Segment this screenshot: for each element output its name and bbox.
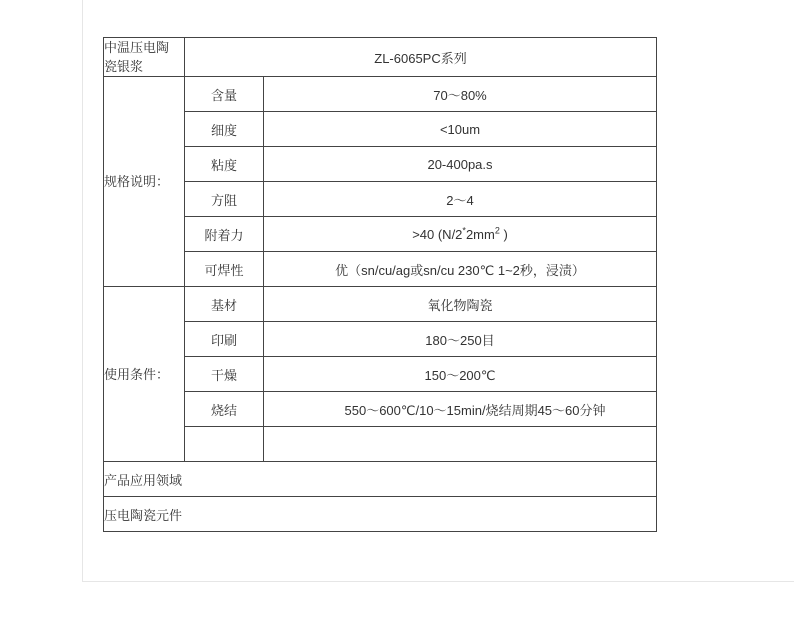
table-row [104,217,657,252]
usage-value: 150～200℃ [264,357,657,392]
usage-value: 550～600℃/10～15min/烧结周期45～60分钟 [344,402,606,418]
adhesion-value [264,217,657,252]
adhesion-prefix: >40 (N/2 [412,226,463,242]
spec-value: <10um [264,112,657,147]
spec-group-label: 规格说明： [104,77,185,287]
spec-value: 20-400pa.s [264,147,657,182]
table-row [104,427,657,462]
spec-label: 附着力 [185,217,264,252]
usage-label: 干燥 [185,357,264,392]
table-row [104,147,657,182]
table-row [104,252,657,287]
spec-value: 70～80% [264,77,657,112]
spec-label: 粘度 [185,147,264,182]
product-name-line1: 中温压电陶 [104,40,170,55]
spec-label: 细度 [185,112,264,147]
table-row [104,182,657,217]
adhesion-mid: 2mm [465,226,495,242]
table-row [104,322,657,357]
table-row [104,77,657,112]
usage-label-empty [185,427,264,462]
application-value: 压电陶瓷元件 [104,497,657,532]
usage-group-label: 使用条件： [104,287,185,462]
table-row [104,287,657,322]
spec-label: 可焊性 [185,252,264,287]
adhesion-suffix: ) [499,226,508,242]
application-heading: 产品应用领域 [104,462,657,497]
usage-label: 烧结 [185,392,264,427]
adhesion-sup2: 2 [494,225,500,236]
product-series: ZL-6065PC系列 [185,38,657,77]
usage-value-cell [264,392,657,427]
table-row [104,38,657,77]
table-row [104,357,657,392]
spec-label: 含量 [185,77,264,112]
usage-value: 氧化物陶瓷 [264,287,657,322]
table-row [104,497,657,532]
product-name-cell [104,38,185,77]
table-row [104,462,657,497]
usage-value-empty [264,427,657,462]
usage-label: 印刷 [185,322,264,357]
spec-value: 优（sn/cu/ag或sn/cu 230℃ 1~2秒，浸渍） [264,252,657,287]
usage-label: 基材 [185,287,264,322]
table-row [104,392,657,427]
adhesion-sup1: * [462,225,466,236]
spec-value: 2～4 [264,182,657,217]
spec-table [103,37,657,532]
table-row [104,112,657,147]
usage-value: 180～250目 [264,322,657,357]
product-name-line2: 瓷银浆 [104,59,144,74]
spec-label: 方阻 [185,182,264,217]
